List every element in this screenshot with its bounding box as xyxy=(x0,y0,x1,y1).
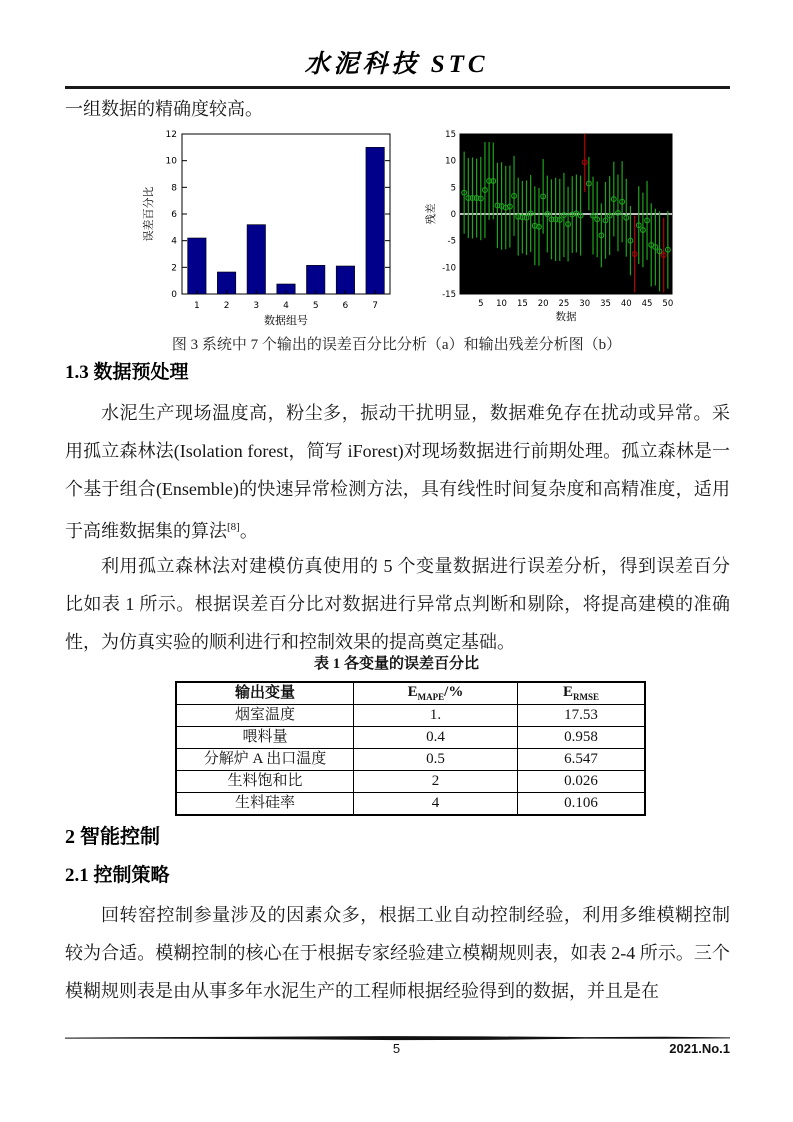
table-cell: 6.547 xyxy=(518,749,646,771)
svg-text:数据: 数据 xyxy=(555,311,577,323)
svg-text:误差百分比: 误差百分比 xyxy=(142,186,155,242)
svg-text:25: 25 xyxy=(558,299,570,309)
table-cell: 分解炉 A 出口温度 xyxy=(176,749,354,771)
figure-caption: 图 3 系统中 7 个输出的误差百分比分析（a）和输出残差分析图（b） xyxy=(171,337,622,353)
svg-text:50: 50 xyxy=(662,299,674,309)
svg-text:6: 6 xyxy=(171,210,177,220)
table-cell: 17.53 xyxy=(518,705,646,727)
paragraph: 回转窑控制参量涉及的因素众多，根据工业自动控制经验，利用多维模糊控制较为合适。模糊控制的核心在于根据专家经验建立模糊规则表，如表 2-4 所示。三个模糊规则表是由从事多年水泥生产的工程师根据经验得到的数据，并且是在 xyxy=(65,905,730,1001)
svg-text:残差: 残差 xyxy=(425,203,437,225)
svg-text:20: 20 xyxy=(537,299,549,309)
svg-text:7: 7 xyxy=(372,301,379,311)
svg-text:10: 10 xyxy=(496,299,507,309)
footer-issue-label: 2021.No.1 xyxy=(669,1041,730,1056)
error-table-body xyxy=(176,705,645,816)
error-percentage-bar-chart xyxy=(138,124,406,330)
svg-text:5: 5 xyxy=(312,301,319,311)
table-cell: 1. xyxy=(354,705,518,727)
svg-text:-10: -10 xyxy=(442,263,456,274)
error-table-head xyxy=(176,682,645,705)
svg-text:3: 3 xyxy=(253,301,260,311)
bar-chart-figure-a xyxy=(138,124,406,330)
svg-text:5: 5 xyxy=(478,299,484,309)
residual-chart-figure-b xyxy=(422,124,680,330)
svg-text:10: 10 xyxy=(445,156,456,167)
column-header: $E_{RMSE}$ xyxy=(518,682,646,705)
table-row xyxy=(176,727,645,749)
svg-text:15: 15 xyxy=(516,299,528,309)
column-header: $E_{MAPE}/\%$ xyxy=(354,682,518,705)
section-heading-2-1: 2.1 控制策略 xyxy=(65,865,170,886)
svg-text:0: 0 xyxy=(450,210,456,220)
svg-text:30: 30 xyxy=(579,299,591,309)
svg-text:0: 0 xyxy=(171,290,177,300)
table-cell: 生料饱和比 xyxy=(176,771,354,793)
table-cell: 0.106 xyxy=(518,793,646,816)
svg-text:4: 4 xyxy=(171,236,177,247)
svg-text:6: 6 xyxy=(342,301,349,311)
paragraph: 水泥生产现场温度高，粉尘多，振动干扰明显，数据难免存在扰动或异常。采用孤立森林法(Isolation forest，简写 iForest)对现场数据进行前期处理。孤立森林是一个基于组合(Ensemble)的快速异常检测方法，具有线性时间复杂度和高精准度，适用于高维数据集的算法[8]。 xyxy=(65,403,730,541)
journal-header-title: 水泥科技 STC xyxy=(304,51,489,78)
paragraph: 利用孤立森林法对建模仿真使用的 5 个变量数据进行误差分析，得到误差百分比如表 1 所示。根据误差百分比对数据进行异常点判断和剔除，将提高建模的准确性，为仿真实验的顺利进行和控制效果的提高奠定基础。 xyxy=(65,556,730,652)
table-row xyxy=(176,793,645,816)
svg-text:1: 1 xyxy=(193,301,200,311)
residual-errorbar-chart xyxy=(422,124,680,330)
svg-text:2: 2 xyxy=(223,301,230,311)
svg-text:40: 40 xyxy=(620,299,632,309)
svg-text:10: 10 xyxy=(165,156,177,167)
svg-text:35: 35 xyxy=(600,299,611,309)
svg-text:4: 4 xyxy=(283,301,289,311)
svg-text:数据组号: 数据组号 xyxy=(264,314,308,327)
table-row xyxy=(176,705,645,727)
column-header: 输出变量 xyxy=(176,682,354,705)
table-header-row xyxy=(176,682,645,705)
svg-text:-15: -15 xyxy=(442,290,456,300)
table-cell: 生料硅率 xyxy=(176,793,354,816)
table-cell: 0.958 xyxy=(518,727,646,749)
citation-ref: [8] xyxy=(227,521,240,533)
svg-text:2: 2 xyxy=(171,263,177,274)
table-row xyxy=(176,771,645,793)
table-cell: 2 xyxy=(354,771,518,793)
svg-text:-5: -5 xyxy=(447,236,456,247)
svg-text:12: 12 xyxy=(165,130,177,140)
svg-text:45: 45 xyxy=(641,299,653,309)
figure-3 xyxy=(65,124,730,330)
section-heading-2: 2 智能控制 xyxy=(65,826,160,848)
table-cell: 喂料量 xyxy=(176,727,354,749)
table-caption: 表 1 各变量的误差百分比 xyxy=(313,656,479,672)
svg-text:5: 5 xyxy=(450,183,456,194)
table-cell: 0.5 xyxy=(354,749,518,771)
error-table xyxy=(175,681,646,816)
table-cell: 烟室温度 xyxy=(176,705,354,727)
svg-text:15: 15 xyxy=(445,130,456,140)
table-cell: 0.4 xyxy=(354,727,518,749)
table-cell: 0.026 xyxy=(518,771,646,793)
table-cell: 4 xyxy=(354,793,518,816)
svg-text:8: 8 xyxy=(171,183,177,194)
footer-page-number: 5 xyxy=(392,1041,401,1056)
section-heading-1-3: 1.3 数据预处理 xyxy=(65,362,189,383)
table-row xyxy=(176,749,645,771)
header-rule xyxy=(65,86,730,89)
paragraph-continued: 一组数据的精确度较高。 xyxy=(65,99,263,119)
